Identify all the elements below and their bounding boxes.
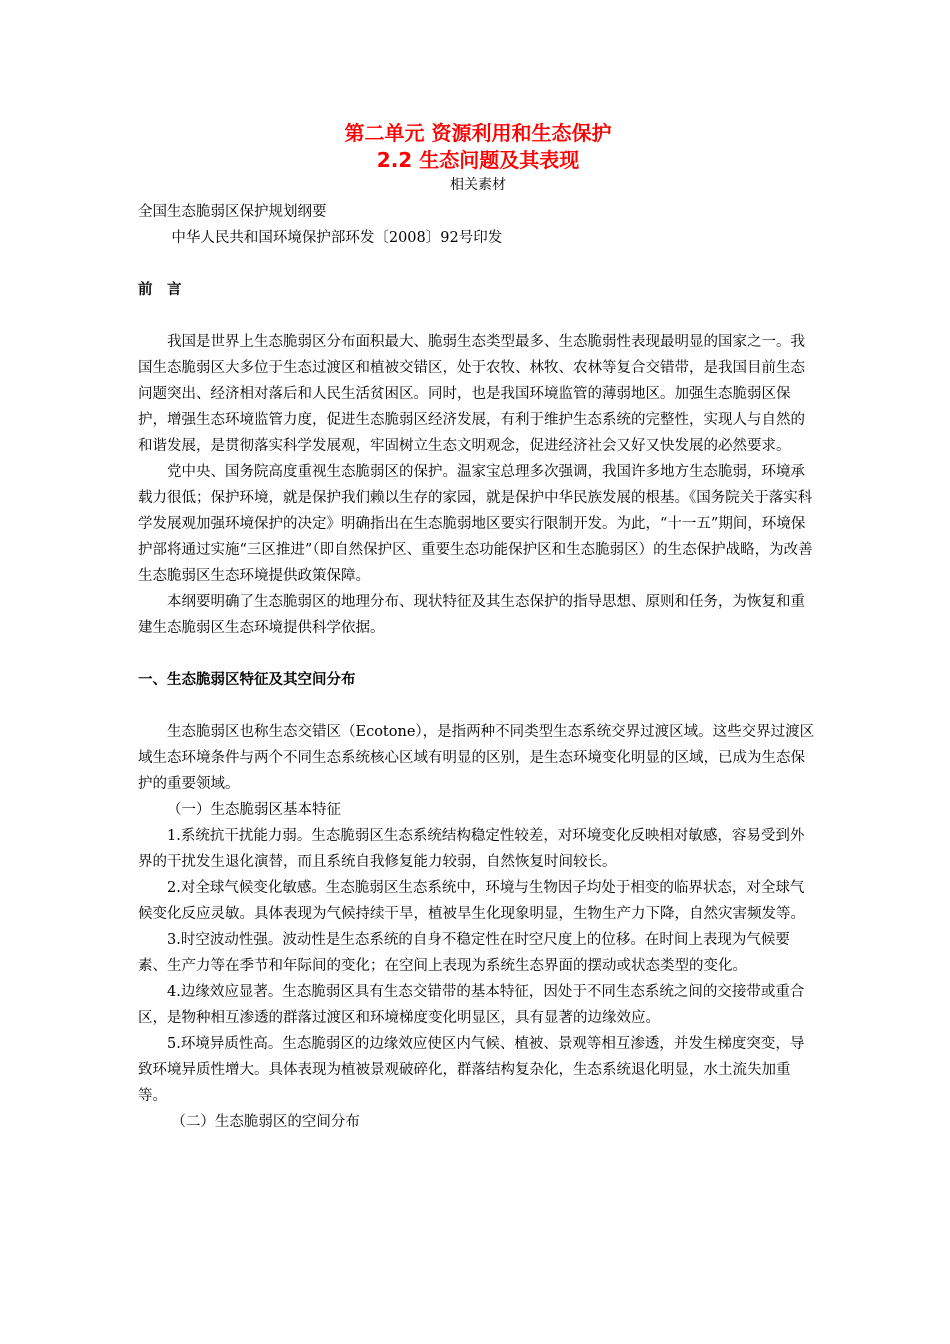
section1-intro: 生态脆弱区也称生态交错区（Ecotone），是指两种不同类型生态系统交界过渡区域。这些交界过渡区域生态环境条件与两个不同生态系统核心区域有明显的区别，是生态环境变化明显的区域，已成为生态保护的重要领域。	[138, 724, 815, 792]
preface-paragraph: 我国是世界上生态脆弱区分布面积最大、脆弱生态类型最多、生态脆弱性表现最明显的国家之一。我国生态脆弱区大多位于生态过渡区和植被交错区，处于农牧、林牧、农林等复合交错带，是我国目前生态问题突出、经济相对落后和人民生活贫困区。同时，也是我国环境监管的薄弱地区。加强生态脆弱区保护，增强生态环境监管力度，促进生态脆弱区经济发展，有利于维护生态系统的完整性，实现人与自然的和谐发展，是贯彻落实科学发展观，牢固树立生态文明观念，促进经济社会又好又快发展的必然要求。	[138, 334, 805, 454]
subsection-heading: （二）生态脆弱区的空间分布	[171, 1114, 360, 1130]
document-content	[138, 120, 818, 1135]
spacer	[138, 693, 818, 719]
spacer	[138, 303, 818, 329]
preface-paragraph: 本纲要明确了生态脆弱区的地理分布、现状特征及其生态保护的指导思想、原则和任务，为恢复和重建生态脆弱区生态环境提供科学依据。	[138, 594, 805, 636]
preface-paragraph: 党中央、国务院高度重视生态脆弱区的保护。温家宝总理多次强调，我国许多地方生态脆弱，环境承载力很低；保护环境，就是保护我们赖以生存的家园，就是保护中华民族发展的根基。《国务院关于落实科学发展观加强环境保护的决定》明确指出在生态脆弱地区要实行限制开发。为此，“十一五”期间，环境保护部将通过实施“三区推进”（即自然保护区、重要生态功能保护区和生态脆弱区）的生态保护战略，为改善生态脆弱区生态环境提供政策保障。	[138, 464, 813, 584]
feature-item: 4.边缘效应显著。生态脆弱区具有生态交错带的基本特征，因处于不同生态系统之间的交接带或重合区，是物种相互渗透的群落过渡区和环境梯度变化明显区，具有显著的边缘效应。	[138, 984, 805, 1026]
feature-item: 1.系统抗干扰能力弱。生态脆弱区生态系统结构稳定性较差，对环境变化反映相对敏感，容易受到外界的干扰发生退化演替，而且系统自我修复能力较弱，自然恢复时间较长。	[138, 828, 805, 870]
unit-title: 第二单元 资源利用和生态保护	[344, 121, 612, 145]
section-title: 2.2 生态问题及其表现	[376, 148, 580, 172]
spacer	[138, 251, 818, 277]
spacer	[138, 641, 818, 667]
feature-item: 5.环境异质性高。生态脆弱区的边缘效应使区内气候、植被、景观等相互渗透，并发生梯度突变，导致环境异质性增大。具体表现为植被景观破碎化，群落结构复杂化，生态系统退化明显，水土流失加重等。	[138, 1036, 805, 1104]
document-issuer: 中华人民共和国环境保护部环发〔2008〕92号印发	[171, 230, 503, 246]
document-name: 全国生态脆弱区保护规划纲要	[138, 204, 327, 220]
material-subtitle: 相关素材	[450, 177, 506, 193]
section1-heading: 一、生态脆弱区特征及其空间分布	[138, 672, 356, 688]
preface-heading: 前 言	[138, 282, 182, 298]
feature-item: 2.对全球气候变化敏感。生态脆弱区生态系统中，环境与生物因子均处于相变的临界状态，对全球气候变化反应灵敏。具体表现为气候持续干旱，植被旱生化现象明显，生物生产力下降，自然灾害频发等。	[138, 880, 805, 922]
subsection-heading: （一）生态脆弱区基本特征	[167, 802, 341, 818]
feature-item: 3.时空波动性强。波动性是生态系统的自身不稳定性在时空尺度上的位移。在时间上表现为气候要素、生产力等在季节和年际间的变化；在空间上表现为系统生态界面的摆动或状态类型的变化。	[138, 932, 790, 974]
